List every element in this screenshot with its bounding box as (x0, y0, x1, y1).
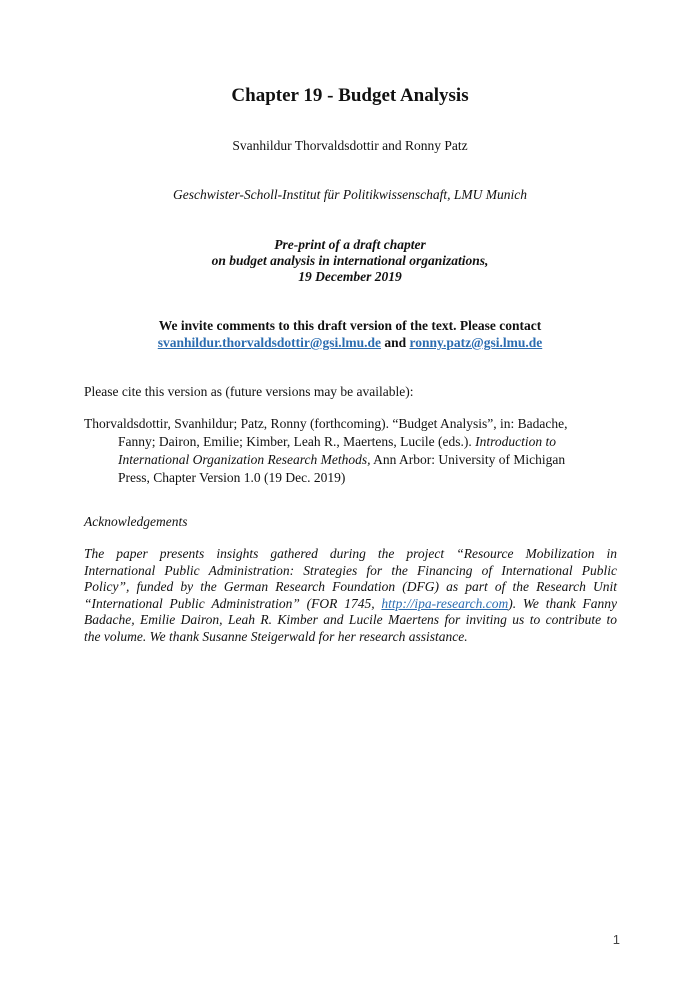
reference-line-2-italic: Introduction to (475, 434, 556, 449)
email-link-thorvaldsdottir[interactable]: svanhildur.thorvaldsdottir@gsi.lmu.de (157, 335, 381, 350)
chapter-title: Chapter 19 - Budget Analysis (231, 85, 469, 106)
reference-line-2 (84, 433, 618, 451)
ack-line-6: the volume. We thank Susanne Steigerwald for her research assistance. (84, 628, 468, 644)
cite-intro: Please cite this version as (future versions may be available): (84, 384, 414, 399)
preprint-line-1: Pre-print of a draft chapter (274, 237, 426, 252)
invite-comments (0, 317, 700, 351)
acknowledgements-body (84, 546, 617, 645)
preprint-line-2: on budget analysis in international organizations, (211, 253, 489, 268)
invite-connector: and (384, 335, 407, 350)
ack-line-4-post: ). We thank Fanny (508, 595, 617, 611)
affiliation: Geschwister-Scholl-Institut für Politikwissenschaft, LMU Munich (172, 187, 528, 202)
reference-line-3-plain: Ann Arbor: University of Michigan (373, 452, 566, 467)
ack-line-4-pre: “International Public Administration” (FOR 1745, (84, 595, 375, 611)
invite-line-1: We invite comments to this draft version of the text. Please contact (158, 318, 542, 333)
email-link-patz[interactable]: ronny.patz@gsi.lmu.de (409, 335, 543, 350)
preprint-notice (0, 237, 700, 285)
ipa-research-link[interactable]: http://ipa-research.com (381, 595, 509, 611)
authors: Svanhildur Thorvaldsdottir and Ronny Patz (232, 138, 468, 153)
reference-line-3-italic: International Organization Research Methods, (118, 452, 371, 467)
ack-line-3: Policy”, funded by the German Research Foundation (DFG) as part of the Research Unit (84, 579, 617, 594)
reference-line-2-plain: Fanny; Dairon, Emilie; Kimber, Leah R., Maertens, Lucile (eds.). (118, 434, 472, 449)
page-number: 1 (612, 932, 620, 947)
ack-line-4 (84, 596, 617, 613)
reference-line-4: Press, Chapter Version 1.0 (19 Dec. 2019) (118, 470, 346, 485)
reference-line-1: Thorvaldsdottir, Svanhildur; Patz, Ronny (forthcoming). “Budget Analysis”, in: Badache, (84, 416, 568, 431)
invite-line-2 (0, 334, 700, 351)
citation-reference (84, 415, 618, 487)
ack-line-2: International Public Administration: Strategies for the Financing of International Public (84, 562, 617, 578)
ack-line-1: The paper presents insights gathered during the project “Resource Mobilization in (84, 546, 617, 561)
reference-line-3 (84, 451, 618, 469)
ack-line-5: Badache, Emilie Dairon, Leah R. Kimber and Lucile Maertens for inviting us to contribute to (84, 612, 617, 627)
preprint-line-3: 19 December 2019 (298, 269, 402, 284)
acknowledgements-heading: Acknowledgements (84, 514, 188, 529)
